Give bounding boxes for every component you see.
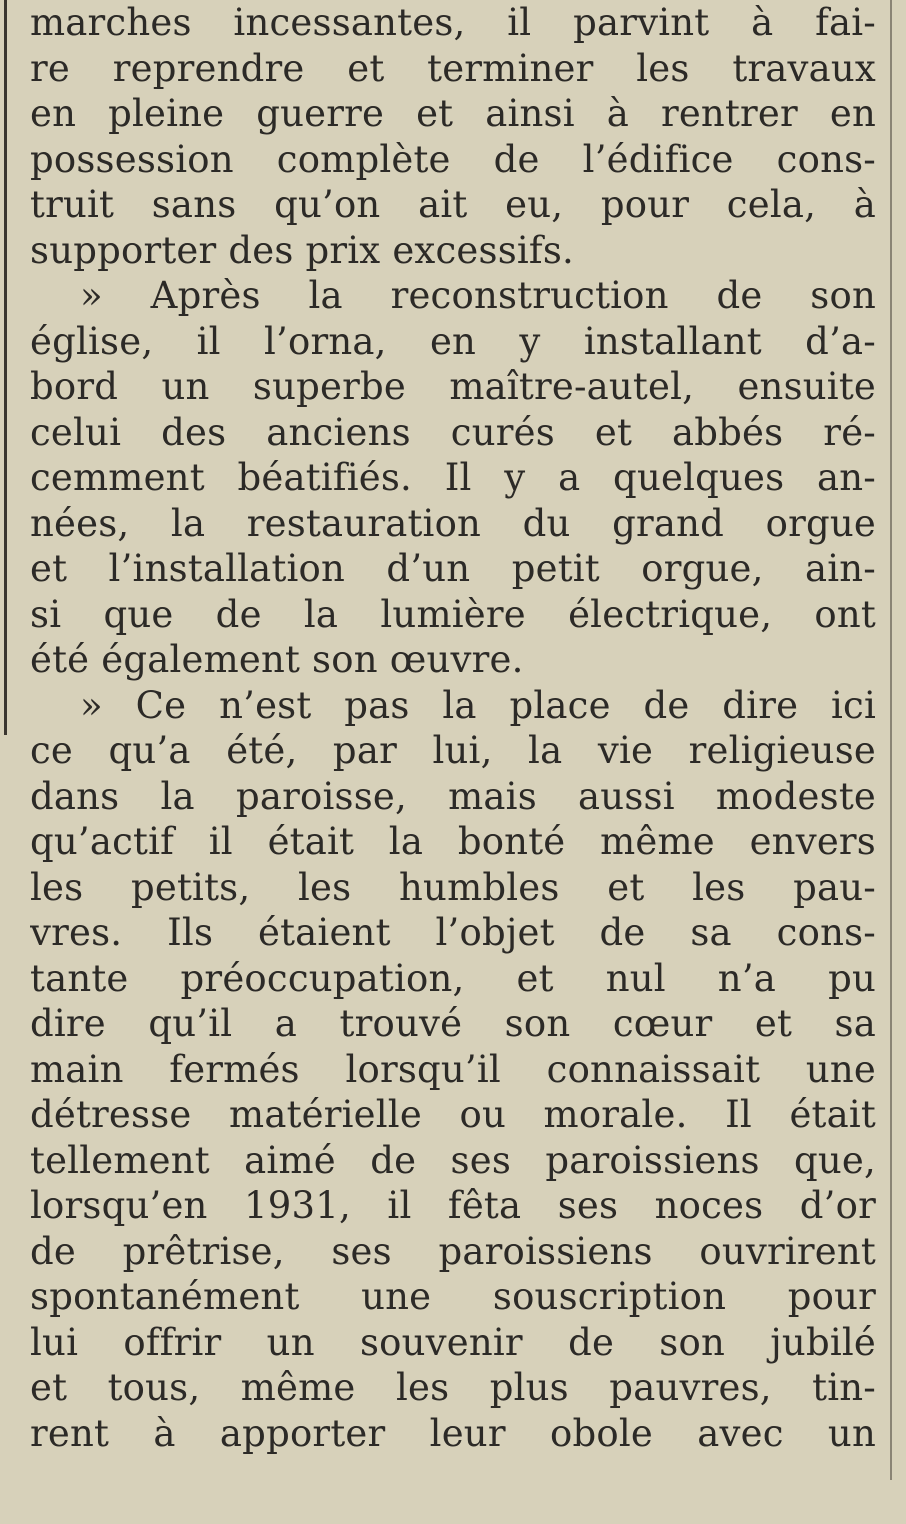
text-line: main fermés lorsqu’il connaissait une — [30, 1047, 876, 1091]
text-line: vres. Ils étaient l’objet de sa cons- — [30, 911, 876, 954]
text-line: dans la paroisse, mais aussi modeste — [30, 774, 876, 818]
text-line: et tous, même les plus pauvres, tin- — [30, 1366, 876, 1409]
text-line: église, il l’orna, en y installant d’a- — [30, 319, 876, 363]
text-line: et l’installation d’un petit orgue, ain- — [30, 547, 876, 590]
text-line: bord un superbe maître-autel, ensuite — [30, 365, 876, 408]
text-line: » Après la reconstruction de son — [80, 274, 876, 317]
text-line: tellement aimé de ses paroissiens que, — [30, 1138, 876, 1182]
text-line: celui des anciens curés et abbés ré- — [30, 410, 876, 454]
article-body — [30, 0, 876, 1456]
text-line: lui offrir un souvenir de son jubilé — [30, 1320, 876, 1364]
text-line: marches incessantes, il parvint à fai- — [30, 1, 876, 44]
text-line: re reprendre et terminer les travaux — [30, 46, 876, 90]
text-line: ce qu’a été, par lui, la vie religieuse — [30, 729, 876, 772]
text-line: supporter des prix excessifs. — [30, 228, 574, 272]
text-line: si que de la lumière électrique, ont — [30, 592, 876, 636]
column-rule-right — [890, 0, 892, 1480]
text-line: détresse matérielle ou morale. Il était — [30, 1093, 876, 1136]
text-line: cemment béatifiés. Il y a quelques an- — [30, 456, 876, 499]
text-line: possession complète de l’édifice cons- — [30, 137, 876, 181]
text-line: dire qu’il a trouvé son cœur et sa — [30, 1002, 876, 1045]
text-line: spontanément une souscription pour — [30, 1275, 876, 1318]
text-line: rent à apporter leur obole avec un — [30, 1411, 876, 1455]
text-line: en pleine guerre et ainsi à rentrer en — [30, 92, 876, 135]
text-line: tante préoccupation, et nul n’a pu — [30, 956, 876, 1000]
text-line: nées, la restauration du grand orgue — [30, 501, 876, 545]
text-line: lorsqu’en 1931, il fêta ses noces d’or — [30, 1184, 876, 1227]
text-line: » Ce n’est pas la place de dire ici — [80, 683, 876, 727]
text-line: les petits, les humbles et les pau- — [30, 865, 876, 909]
text-line: de prêtrise, ses paroissiens ouvrirent — [30, 1229, 876, 1273]
text-line: été également son œuvre. — [30, 638, 524, 681]
text-line: truit sans qu’on ait eu, pour cela, à — [30, 183, 876, 226]
text-line: qu’actif il était la bonté même envers — [30, 820, 876, 863]
column-rule-left — [4, 0, 7, 735]
